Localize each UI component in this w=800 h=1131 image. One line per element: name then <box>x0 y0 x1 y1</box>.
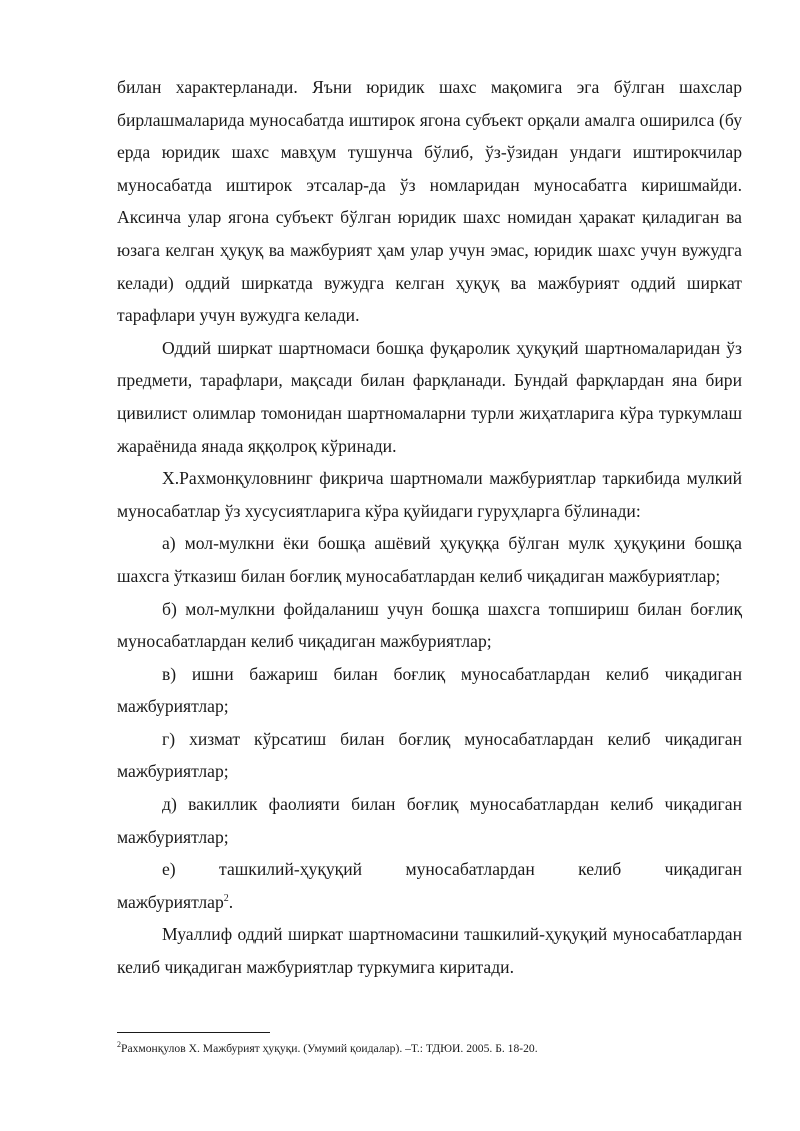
document-body <box>117 71 742 984</box>
list-item-e-period: . <box>228 891 234 912</box>
list-item-v: в) ишни бажариш билан боғлиқ муносабатлардан келиб чиқадиган мажбуриятлар; <box>117 663 742 717</box>
footnote-number: 2 <box>117 1040 121 1050</box>
list-item-a: а) мол-мулкни ёки бошқа ашёвий ҳуқуққа бўлган мулк ҳуқуқини бошқа шахсга ўтказиш билан боғлиқ муносабатлардан келиб чиқадиган мажбуриятлар; <box>117 533 742 586</box>
list-item-e-line2 <box>117 886 742 919</box>
list-item-e-line1: е) ташкилий-ҳуқуқий муносабатлардан келиб чиқадиган <box>162 859 742 880</box>
footnote-separator <box>117 1032 270 1033</box>
footnote-text: Рахмонқулов Х. Мажбурият ҳуқуқи. (Умумий қоидалар). –Т.: ТДЮИ. 2005. Б. 18-20. <box>121 1042 538 1055</box>
list-item-e <box>117 853 742 918</box>
paragraph-2: Оддий ширкат шартномаси бошқа фуқаролик ҳуқуқий шартномаларидан ўз предмети, тарафлари, мақсади билан фарқланади. Бундай фарқлардан яна бири цивилист олимлар томонидан шартномаларни турли жиҳатларига кўра туркумлаш жараёнида янада яққолроқ кўринади. <box>117 337 742 456</box>
paragraph-3: Х.Рахмонқуловнинг фикрича шартномали мажбуриятлар таркибида мулкий муносабатлар ўз хусусиятларига кўра қуйидаги гуруҳларга бўлинади: <box>117 468 742 521</box>
list-item-b: б) мол-мулкни фойдаланиш учун бошқа шахсга топшириш билан боғлиқ муносабатлардан келиб чиқадиган мажбуриятлар; <box>117 598 742 652</box>
footnote <box>117 1041 742 1057</box>
paragraph-1: билан характерланади. Яъни юридик шахс мақомига эга бўлган шахслар бирлашмаларида муносабатда иштирок ягона субъект орқали амалга оширилса (бу ерда юридик шахс мавҳум тушунча бўлиб, ўз-ўзидан ундаги иштирокчилар муносабатда иштирок этсалар-да ўз номларидан муносабатга киришмайди. Аксинча улар ягона субъект бўлган юридик шахс номидан ҳаракат қиладиган ва юзага келган ҳуқуқ ва мажбурият ҳам улар учун эмас, юридик шахс учун вужудга келади) оддий ширкатда вужудга келган ҳуқуқ ва мажбурият оддий ширкат тарафлари учун вужудга келади. <box>117 77 742 326</box>
list-item-g: г) хизмат кўрсатиш билан боғлиқ муносабатлардан келиб чиқадиган мажбуриятлар; <box>117 728 742 782</box>
list-item-e-word: мажбуриятлар <box>117 891 224 912</box>
paragraph-10: Муаллиф оддий ширкат шартномасини ташкилий-ҳуқуқий муносабатлардан келиб чиқадиган мажбуриятлар туркумига киритади. <box>117 924 742 978</box>
list-item-d: д) вакиллик фаолияти билан боғлиқ муносабатлардан келиб чиқадиган мажбуриятлар; <box>117 794 742 847</box>
footnote-reference[interactable]: 2 <box>223 892 229 904</box>
